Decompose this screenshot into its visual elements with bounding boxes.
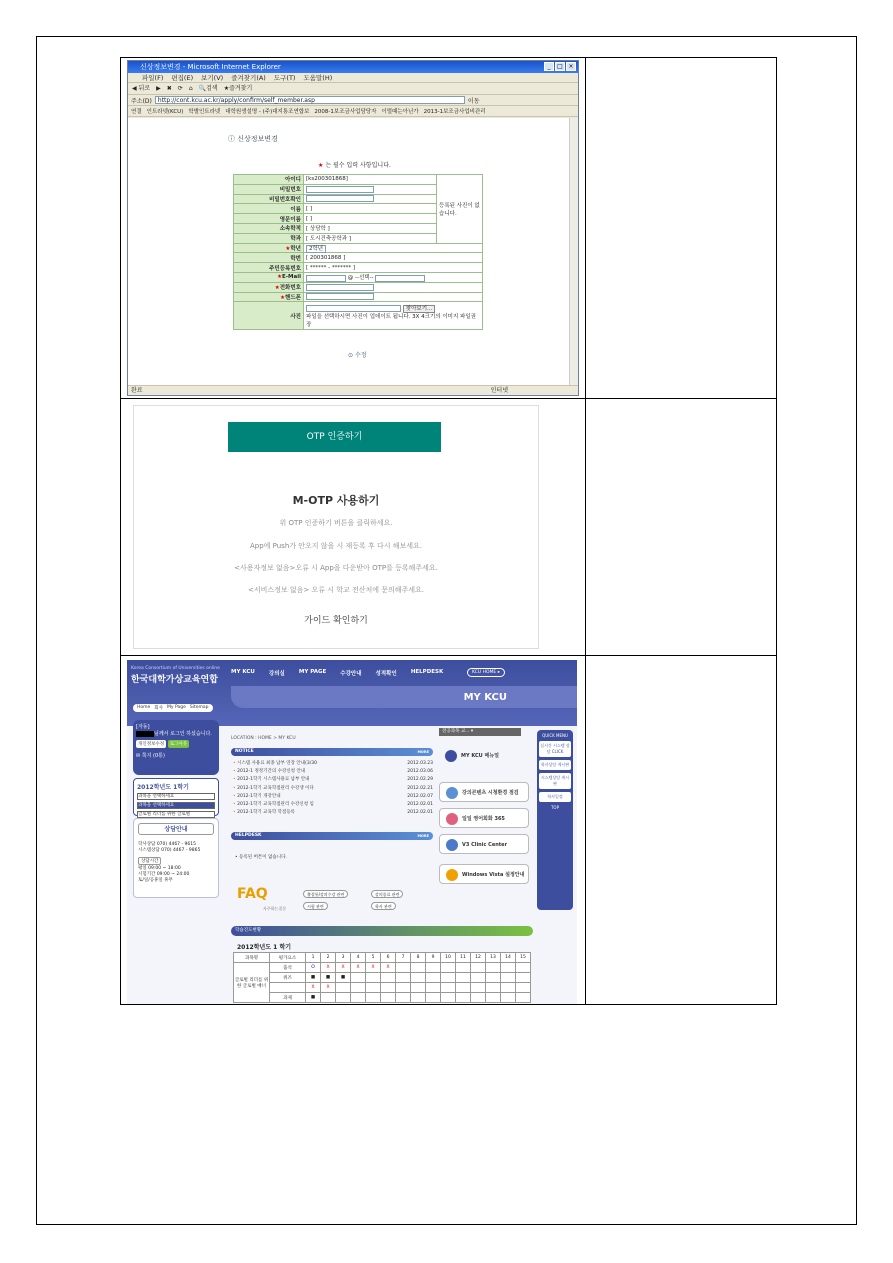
phone-input[interactable] [306,284,374,291]
attendance-cell [351,983,366,993]
attendance-cell [366,973,381,983]
english-link[interactable]: 일일 영어회화 365 [439,808,529,828]
link-company[interactable]: 회사 [154,706,163,711]
helpdesk-empty: • 등록된 버튼이 없습니다. [235,855,287,860]
message-link[interactable]: ✉ 쪽지 (0통) [136,753,165,759]
otp-auth-button[interactable]: OTP 인증하기 [228,422,441,452]
attendance-cell [411,993,426,1003]
attendance-cell: ■ [321,973,336,983]
column-divider [585,58,586,1004]
window-title [128,61,578,73]
helpdesk-more-button[interactable]: MORE [417,834,429,838]
link-sitemap[interactable]: Sitemap [189,705,209,710]
title-banner [231,686,577,708]
course-option[interactable]: 과목을 선택하세요 [137,802,215,809]
table-header: 10 [441,953,456,963]
star-icon: ★ [274,285,280,292]
attendance-cell [396,963,411,973]
vista-link[interactable]: Windows Vista 설정안내 [439,864,529,884]
refresh-icon[interactable]: ⟳ [177,85,183,92]
eval-label: 과제 [270,993,306,1003]
attendance-cell [456,983,471,993]
table-header: 과목명 [234,953,270,963]
list-item[interactable]: • 2012-1학기 시스템사용료 납부 안내 2012.02.29 [233,776,433,784]
attendance-cell [396,993,411,1003]
link-item[interactable]: 2013-1보조금사업비관리 [423,109,486,115]
attendance-table [233,952,531,1003]
top-links [133,704,213,712]
nav-grades[interactable]: 성적확인 [375,671,397,677]
attendance-cell [471,983,486,993]
profile-form [233,174,483,330]
address-input[interactable]: http://cont.kcu.ac.kr/apply/confirm/self_member.asp [155,96,465,104]
links-label: 연결 [131,109,142,115]
menu-view[interactable]: 보기(V) [201,74,224,82]
table-header: 9 [426,953,441,963]
grade-select[interactable]: 2학년 [306,245,326,253]
helpdesk-bar: HELPDESK MORE [231,832,433,840]
link-mypage[interactable]: My Page [167,705,186,710]
mykcu-page [127,660,577,1004]
link-item[interactable]: 인트라넷(KCU) [146,109,184,115]
quick-title: QUICK MENU [542,733,568,738]
home-icon[interactable]: ⌂ [188,85,193,92]
password-confirm-input[interactable] [306,195,374,202]
attendance-cell: O [306,963,321,973]
address-bar [128,95,578,106]
course-combo[interactable]: 전공과목 교... ▾ [439,728,521,736]
logo[interactable]: 한국대학가상교육연합 [131,675,218,685]
attendance-cell [471,973,486,983]
submit-button[interactable]: ⊙ 수정 [348,352,367,359]
otp-panel [133,405,539,649]
page-title: ⓘ 신상정보변경 [228,135,278,143]
maximize-icon[interactable]: □ [555,62,565,71]
attendance-cell [456,963,471,973]
attendance-cell [336,993,351,1003]
notice-bar: NOTICE MORE [231,748,433,756]
course-select[interactable]: 과목을 선택하세요 [137,793,215,800]
document-page [36,36,857,1225]
env-check-link[interactable]: 강의콘텐츠 시청환경 점검 [439,782,529,802]
attendance-cell [396,973,411,983]
menu-edit[interactable]: 편집(E) [171,74,194,82]
nav-course-info[interactable]: 수강안내 [340,671,362,677]
close-icon[interactable]: × [566,62,576,71]
header [127,660,577,726]
vertical-scrollbar[interactable] [569,118,578,386]
otp-line: <사용자정보 없음>오류 시 App을 다운받아 OTP를 등록해주세요. [234,564,438,572]
windows-icon [446,869,458,881]
attendance-cell [516,983,531,993]
table-header: 11 [456,953,471,963]
login-prefix: [자동] [136,724,150,730]
affiliation-value: [ 상담학 ] [304,223,437,233]
list-item[interactable]: • 2012-1학기 교육학점관리 수강생 이다 2012.02.21 [233,785,433,793]
menu-file[interactable]: 파일(F) [142,74,164,82]
eval-label: 출석 [270,963,306,973]
list-item[interactable]: • 2012-1 정정기간의 수강신청 안내 2012.03.06 [233,768,433,776]
attendance-cell: ■ [306,973,321,983]
star-icon: ★ [280,294,286,301]
field-label: 아이디 [234,175,304,185]
attendance-cell: X [306,983,321,993]
table-header: 4 [351,953,366,963]
photo-file-input[interactable] [306,305,401,312]
english-name-value: [ ] [304,214,437,224]
attendance-cell [441,993,456,1003]
nav-classroom[interactable]: 강의실 [268,671,285,677]
notice-more-button[interactable]: MORE [417,750,429,754]
link-item[interactable]: 이럴때는아닌가 [381,109,419,115]
table-header: 3 [336,953,351,963]
field-label: 학번 [234,253,304,263]
attendance-cell [336,983,351,993]
attendance-cell [411,963,426,973]
mobile-input[interactable] [306,293,374,300]
attendance-cell [441,973,456,983]
email-domain-select[interactable]: @ --선택-- [347,275,374,282]
faq-title: FAQ [237,886,268,902]
breadcrumb: LOCATION : HOME > MY KCU [231,736,296,741]
attendance-cell [501,963,516,973]
attendance-cell: X [321,983,336,993]
page-content [128,118,570,386]
table-row [234,983,531,993]
otp-line: 위 OTP 인증하기 버튼을 클릭하세요. [279,519,393,527]
favorites-button[interactable]: ★즐겨찾기 [223,85,253,92]
attendance-cell [411,973,426,983]
star-icon: ★ [318,162,324,169]
v3-icon [446,839,458,851]
attendance-cell [501,973,516,983]
faq-button[interactable]: 시험 관련 [303,902,328,910]
attendance-cell [381,973,396,983]
consult-head: 상담안내 [138,823,214,835]
manual-icon [445,750,457,762]
edit-info-button[interactable]: 개인정보수정 [138,742,165,747]
attendance-cell: X [351,963,366,973]
logo-subtitle: Korea Consortium of Universities online [131,666,220,671]
login-message: 님께서 로그인 하셨습니다. [136,730,216,737]
star-icon: ★ [277,274,282,281]
table-header: 14 [501,953,516,963]
attendance-cell [516,973,531,983]
logout-button[interactable]: 로그아웃 [169,742,188,747]
consult-time: 토/일/공휴일 휴무 [138,878,173,883]
pencil-icon [446,813,458,825]
required-note: ★ 는 필수 입력 사항입니다. [318,162,391,169]
attendance-cell [441,963,456,973]
nav-mypage[interactable]: MY PAGE [298,669,327,675]
attendance-cell [471,963,486,973]
field-label: 영문이름 [234,214,304,224]
attendance-cell [321,993,336,1003]
table-header: 2 [321,953,336,963]
consult-row: 학사상담 070) 4467 - 9615 [138,842,196,847]
attendance-cell [486,973,501,983]
menu-tools[interactable]: 도구(T) [273,74,296,82]
quick-top-button[interactable]: TOP [550,805,559,810]
table-header: 7 [396,953,411,963]
consult-row: 시스템상담 070) 4467 - 9865 [138,848,201,853]
kcu-home-button[interactable]: KCU HOME ▸ [467,668,505,677]
attendance-cell [456,973,471,983]
attendance-cell: X [366,963,381,973]
monitor-icon [446,787,458,799]
table-header: 8 [411,953,426,963]
list-item[interactable]: • 시스템 사용료 최종 납부 연장 안내(3/30 2012.03.23 [233,760,433,768]
attendance-cell [501,983,516,993]
consult-box [133,818,219,898]
faq-button[interactable]: 학사 관련 [371,902,396,910]
attendance-cell [486,963,501,973]
redacted-name [136,731,154,737]
attendance-cell [366,993,381,1003]
link-home[interactable]: Home [137,705,151,710]
table-header: 6 [381,953,396,963]
table-row [234,993,531,1003]
status-bar [128,385,578,395]
quick-item[interactable]: 실시간 시스템 상담 CLICK [539,741,571,757]
quick-item[interactable]: 학사일정 [539,792,571,802]
photo-note: 등록된 사진이 없습니다. [437,175,483,244]
table-header: 1 [306,953,321,963]
table-header: 15 [516,953,531,963]
password-input[interactable] [306,186,374,193]
table-header: 12 [471,953,486,963]
go-button[interactable]: 이동 [467,97,480,105]
minimize-icon[interactable]: _ [544,62,554,71]
attendance-cell [381,993,396,1003]
consult-time: 평일 09:00 ~ 18:00 [138,866,181,871]
table-header: 5 [366,953,381,963]
attendance-cell [441,983,456,993]
field-label: 사진 [234,302,304,330]
forward-icon[interactable]: ▶ [156,85,161,92]
page-title: MY KCU [463,692,507,703]
menu-help[interactable]: 도움말(H) [303,74,333,82]
table-row [234,963,531,973]
attendance-cell [486,993,501,1003]
field-label: 이름 [234,204,304,214]
cell-profile-edit [121,58,585,398]
quick-item[interactable]: 학사상담 게시판 [539,760,571,770]
link-item[interactable]: 학별인트라넷 [188,109,221,115]
photo-help: 파일을 선택하시면 사진이 업데이트 됩니다. 3X 4크기의 이미지 파일권장 [306,314,476,329]
stop-icon[interactable]: ✖ [166,85,172,92]
star-icon: ★ [285,245,291,252]
main-nav [231,669,443,677]
semester-label: 2012학년도 1 학기 [237,944,292,951]
attendance-cell [426,973,441,983]
attendance-cell: X [321,963,336,973]
field-label: 학과 [234,233,304,243]
field-label: ★학년 [234,243,304,253]
attendance-cell [501,993,516,1003]
otp-line: <서비스정보 없음> 오류 시 학교 전산처에 문의해주세요. [247,586,425,594]
field-label: ★전화번호 [234,282,304,292]
attendance-cell [516,963,531,973]
quick-item[interactable]: 시스템상담 게시판 [539,773,571,789]
attendance-cell [366,983,381,993]
guide-link[interactable]: 가이드 확인하기 [304,616,368,626]
otp-line: App에 Push가 안오지 않을 시 재등록 후 다시 해보세요. [249,542,423,550]
nav-helpdesk[interactable]: HELPDESK [410,669,444,675]
attendance-cell [471,993,486,1003]
semester-box [133,778,219,816]
toolbar [128,83,578,95]
link-item[interactable]: 2008-1보조금사업담당자 [314,109,377,115]
field-label: 소속학적 [234,223,304,233]
attendance-cell: ■ [336,973,351,983]
notice-list [233,760,433,817]
student-id-value: [ 200301868 ] [304,253,483,263]
attendance-cell [456,993,471,1003]
manual-link[interactable]: MY KCU 메뉴얼 [439,746,529,766]
email-id-input[interactable] [306,275,346,282]
v3-link[interactable]: V3 Clinic Center [439,834,529,854]
attendance-cell [411,983,426,993]
attendance-cell [486,983,501,993]
consult-time: 시험기간 09:00 ~ 24:00 [138,872,190,877]
semester-title: 2012학년도 1학기 [137,784,189,791]
table-header-row [234,953,531,963]
field-label: 비밀번호확인 [234,194,304,204]
resident-number-value: [ ****** - ******* ] [304,263,483,273]
list-item[interactable]: • 2012-1학기 교육학 학점등록 2012.02.01 [233,809,433,817]
attendance-cell: X [381,963,396,973]
attendance-cell [351,993,366,1003]
attendance-cell [426,963,441,973]
attendance-cell [426,993,441,1003]
list-item[interactable]: • 2012-1학기 개강안내 2012.02.07 [233,793,433,801]
cell-otp [121,399,585,655]
menu-bar [128,73,578,83]
dept-value: [ 도시건축공학과 ] [304,233,437,243]
course-name[interactable]: 글로벌 리더를 위한 글로벌 매너 [234,963,270,1003]
table-row [234,973,531,983]
attendance-cell [396,983,411,993]
study-progress-bar: 학습진도현황 [231,926,533,936]
eval-label [270,983,306,993]
attendance-cell [381,983,396,993]
quick-menu [537,730,573,910]
screenshot-table [120,57,777,1005]
id-value: [ks200301868] [304,175,437,185]
status-text: 완료 [131,387,143,394]
nav-mykcu[interactable]: MY KCU [231,669,255,675]
address-label: 주소(D) [131,97,152,105]
eval-label: 퀴즈 [270,973,306,983]
attendance-cell [351,973,366,983]
otp-heading: M-OTP 사용하기 [292,494,380,507]
window-title-text: 신상정보변경 - Microsoft Internet Explorer [140,63,281,71]
name-value: [ ] [304,204,437,214]
status-zone: 인터넷 [490,387,508,394]
cell-mykcu [121,656,585,1006]
attendance-cell: X [336,963,351,973]
field-label: 주민등록번호 [234,263,304,273]
login-box [133,720,219,775]
attendance-cell [516,993,531,1003]
course-option[interactable]: 글로벌 리더를 위한 글로벌 [137,811,215,818]
faq-subtitle: 자주하는질문 [263,906,287,911]
attendance-cell: ■ [306,993,321,1003]
field-label: ★E-Mail [234,272,304,282]
links-bar [128,106,578,117]
menu-favorites[interactable]: 즐겨찾기(A) [231,74,266,82]
attendance-cell [426,983,441,993]
field-label: 비밀번호 [234,184,304,194]
field-label: ★핸드폰 [234,292,304,302]
ie-window [127,60,579,396]
email-domain-input[interactable] [375,275,425,282]
table-header: 평가요소 [270,953,306,963]
faq-button[interactable]: 출결통/강의수강 관련 [303,890,348,898]
back-button[interactable]: ◀ 뒤로 [132,85,151,92]
browse-button[interactable]: 찾아보기... [403,305,436,313]
consult-time-label: 상담시간 [138,857,161,865]
link-item[interactable]: 대학원생설명 - (주)대지통조연합보 [225,109,310,115]
faq-button[interactable]: 강의종료 관련 [371,890,403,898]
search-button[interactable]: 🔍검색 [198,85,218,92]
list-item[interactable]: • 2012-1학기 교육학점관리 수강신청 임 2012.02.01 [233,801,433,809]
table-header: 13 [486,953,501,963]
